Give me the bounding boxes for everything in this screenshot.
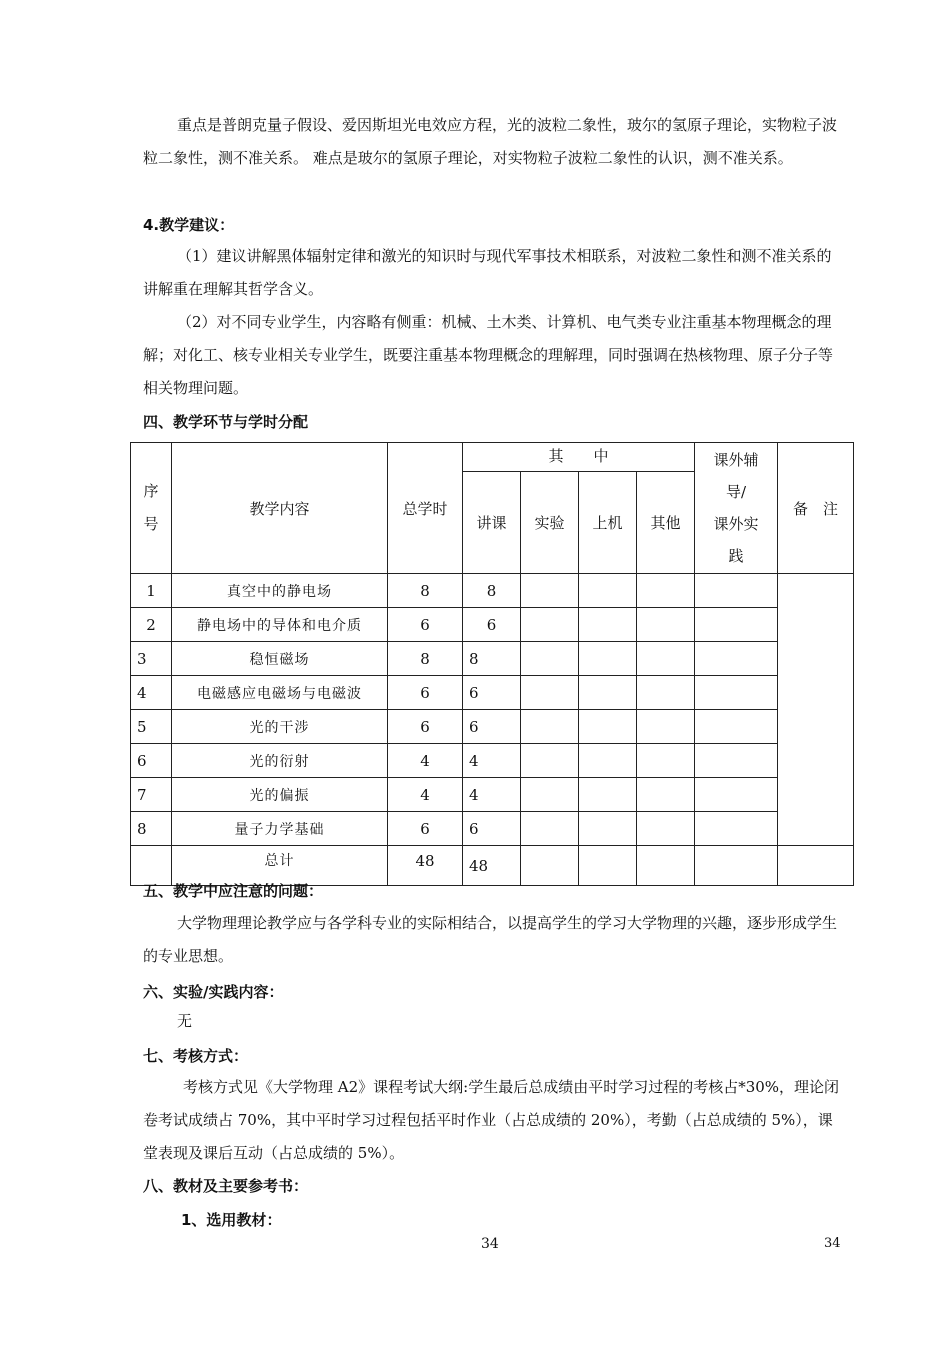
row-computer bbox=[579, 710, 637, 744]
header-experiment: 实验 bbox=[521, 472, 579, 574]
row-experiment bbox=[521, 642, 579, 676]
row-experiment bbox=[521, 574, 579, 608]
row-extra bbox=[695, 778, 778, 812]
row-content: 光的偏振 bbox=[172, 778, 388, 812]
row-lecture: 6 bbox=[463, 608, 521, 642]
row-experiment bbox=[521, 812, 579, 846]
row-extra bbox=[695, 608, 778, 642]
row-content: 光的干涉 bbox=[172, 710, 388, 744]
header-content: 教学内容 bbox=[172, 443, 388, 574]
row-experiment bbox=[521, 676, 579, 710]
row-content: 静电场中的导体和电介质 bbox=[172, 608, 388, 642]
row-seq: 1 bbox=[131, 574, 172, 608]
row-total: 6 bbox=[388, 608, 463, 642]
row-content: 电磁感应电磁场与电磁波 bbox=[172, 676, 388, 710]
page-number-center: 34 bbox=[481, 1236, 499, 1252]
header-other: 其他 bbox=[637, 472, 695, 574]
row-lecture: 6 bbox=[463, 710, 521, 744]
table-row bbox=[131, 778, 854, 812]
row-other bbox=[637, 744, 695, 778]
section-7-heading: 七、考核方式： bbox=[143, 1047, 249, 1065]
row-seq: 2 bbox=[131, 608, 172, 642]
row-other bbox=[637, 642, 695, 676]
row-seq: 7 bbox=[131, 778, 172, 812]
table-row bbox=[131, 574, 854, 608]
header-extra: 课外辅 导/ 课外实 践 bbox=[695, 443, 778, 574]
row-other bbox=[637, 574, 695, 608]
section-7-paragraph: 考核方式见《大学物理 A2》课程考试大纲:学生最后总成绩由平时学习过程的考核占*30%，理论闭卷考试成绩占 70%，其中平时学习过程包括平时作业（占总成绩的 20%），考勤（占总成绩的 5%），课堂表现及课后互动（占总成绩的 5%）。 bbox=[143, 1078, 840, 1162]
section-4-heading: 四、教学环节与学时分配 bbox=[143, 413, 309, 431]
row-computer bbox=[579, 574, 637, 608]
section-5-heading: 五、教学中应注意的问题： bbox=[143, 882, 324, 900]
row-lecture: 6 bbox=[463, 676, 521, 710]
suggestion-2: （2）对不同专业学生，内容略有侧重：机械、土木类、计算机、电气类专业注重基本物理概念的理解；对化工、核专业相关专业学生，既要注重基本物理概念的理解理，同时强调在热核物理、原子分子等相关物理问题。 bbox=[143, 313, 834, 397]
row-other bbox=[637, 676, 695, 710]
header-seq: 序 号 bbox=[131, 443, 172, 574]
row-computer bbox=[579, 744, 637, 778]
intro-paragraph: 重点是普朗克量子假设、爱因斯坦光电效应方程，光的波粒二象性，玻尔的氢原子理论，实物粒子波粒二象性，测不准关系。 难点是玻尔的氢原子理论，对实物粒子波粒二象性的认识，测不准关系。 bbox=[143, 116, 838, 167]
section-6-paragraph: 无 bbox=[177, 1012, 193, 1030]
row-lecture: 8 bbox=[463, 574, 521, 608]
row-total: 6 bbox=[388, 710, 463, 744]
row-total: 6 bbox=[388, 812, 463, 846]
row-computer bbox=[579, 778, 637, 812]
textbook-subheading: 1、选用教材： bbox=[181, 1211, 282, 1229]
page-number-right: 34 bbox=[824, 1236, 841, 1251]
row-extra bbox=[695, 710, 778, 744]
table-row bbox=[131, 744, 854, 778]
header-computer: 上机 bbox=[579, 472, 637, 574]
total-extra bbox=[695, 846, 778, 886]
row-extra bbox=[695, 642, 778, 676]
total-lecture: 48 bbox=[463, 846, 521, 886]
teaching-suggestions-heading: 4.教学建议： bbox=[143, 216, 235, 234]
header-lecture: 讲课 bbox=[463, 472, 521, 574]
row-seq: 4 bbox=[131, 676, 172, 710]
table-row bbox=[131, 608, 854, 642]
row-seq: 8 bbox=[131, 812, 172, 846]
row-seq: 3 bbox=[131, 642, 172, 676]
row-total: 6 bbox=[388, 676, 463, 710]
row-experiment bbox=[521, 608, 579, 642]
row-extra bbox=[695, 812, 778, 846]
row-total: 4 bbox=[388, 778, 463, 812]
row-content: 真空中的静电场 bbox=[172, 574, 388, 608]
total-other bbox=[637, 846, 695, 886]
row-lecture: 6 bbox=[463, 812, 521, 846]
row-content: 光的衍射 bbox=[172, 744, 388, 778]
table-row bbox=[131, 676, 854, 710]
header-notes: 备 注 bbox=[778, 443, 854, 574]
row-computer bbox=[579, 812, 637, 846]
row-extra bbox=[695, 676, 778, 710]
row-seq: 5 bbox=[131, 710, 172, 744]
row-total: 4 bbox=[388, 744, 463, 778]
header-total: 总学时 bbox=[388, 443, 463, 574]
total-hours: 48 bbox=[388, 846, 463, 886]
table-row bbox=[131, 642, 854, 676]
row-experiment bbox=[521, 710, 579, 744]
row-experiment bbox=[521, 778, 579, 812]
row-computer bbox=[579, 676, 637, 710]
row-total: 8 bbox=[388, 642, 463, 676]
row-lecture: 4 bbox=[463, 778, 521, 812]
row-extra bbox=[695, 574, 778, 608]
row-other bbox=[637, 710, 695, 744]
row-computer bbox=[579, 642, 637, 676]
section-6-heading: 六、实验/实践内容： bbox=[143, 983, 284, 1001]
total-experiment bbox=[521, 846, 579, 886]
table-row bbox=[131, 710, 854, 744]
section-8-heading: 八、教材及主要参考书： bbox=[143, 1177, 309, 1195]
suggestion-1: （1）建议讲解黑体辐射定律和激光的知识时与现代军事技术相联系，对波粒二象性和测不准关系的讲解重在理解其哲学含义。 bbox=[143, 247, 832, 298]
total-label: 总计 bbox=[172, 846, 388, 886]
schedule-table bbox=[130, 442, 854, 886]
row-lecture: 8 bbox=[463, 642, 521, 676]
row-content: 量子力学基础 bbox=[172, 812, 388, 846]
row-computer bbox=[579, 608, 637, 642]
table-row bbox=[131, 812, 854, 846]
notes-cell bbox=[778, 574, 854, 846]
header-among: 其 中 bbox=[463, 443, 695, 472]
row-seq: 6 bbox=[131, 744, 172, 778]
total-notes bbox=[778, 846, 854, 886]
row-experiment bbox=[521, 744, 579, 778]
row-extra bbox=[695, 744, 778, 778]
row-other bbox=[637, 778, 695, 812]
row-content: 稳恒磁场 bbox=[172, 642, 388, 676]
row-lecture: 4 bbox=[463, 744, 521, 778]
total-computer bbox=[579, 846, 637, 886]
section-5-paragraph: 大学物理理论教学应与各学科专业的实际相结合，以提高学生的学习大学物理的兴趣，逐步形成学生的专业思想。 bbox=[143, 914, 838, 965]
row-other bbox=[637, 608, 695, 642]
row-other bbox=[637, 812, 695, 846]
row-total: 8 bbox=[388, 574, 463, 608]
